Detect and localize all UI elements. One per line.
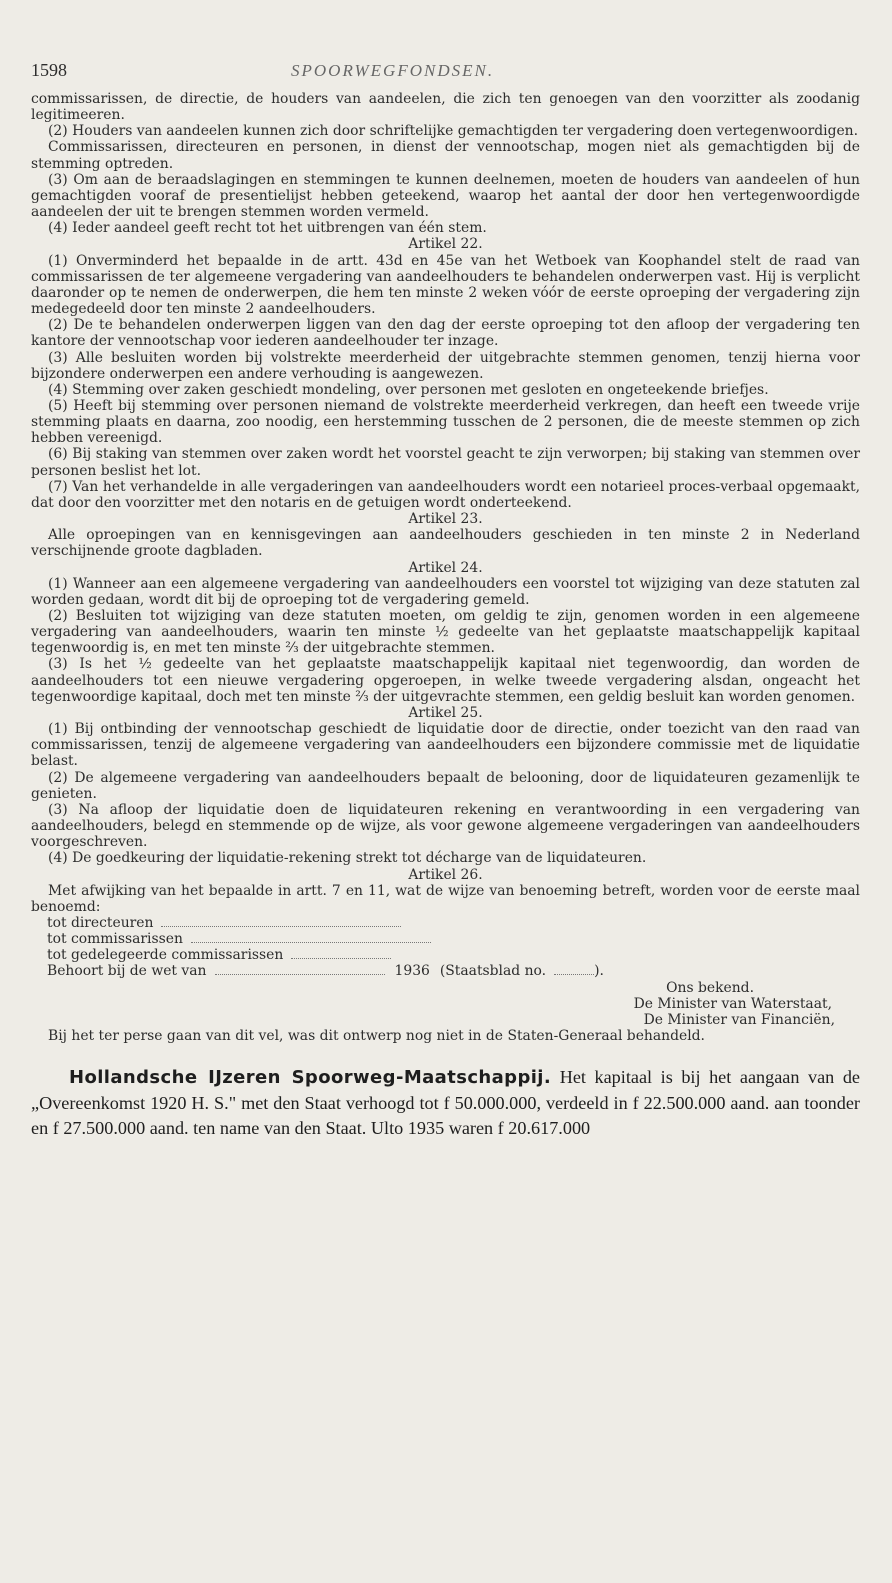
- page-header: [31, 60, 860, 90]
- paragraph: (7) Van het verhandelde in alle vergaderingen van aandeelhouders wordt een notarieel proces-verbaal opgemaakt, dat door den voorzitter met den notaris en de getuigen wordt onderteekend.: [31, 478, 860, 511]
- signature-minister-waterstaat: De Minister van Waterstaat,: [633, 995, 832, 1012]
- paragraph: Met afwijking van het bepaalde in artt. 7 en 11, wat de wijze van benoeming betreft, worden voor de eerste maal benoemd:: [31, 882, 860, 915]
- paragraph: commissarissen, de directie, de houders van aandeelen, die zich ten genoegen van den voorzitter als zoodanig legitimeeren.: [31, 91, 860, 124]
- page-number: 1598: [31, 60, 67, 80]
- paragraph: (2) De algemeene vergadering van aandeelhouders bepaalt de belooning, door de liquidateuren gezamenlijk te genieten.: [31, 769, 860, 802]
- appointment-line: tot gedelegeerde commissarissen: [31, 947, 860, 963]
- paragraph: (2) Besluiten tot wijziging van deze statuten moeten, om geldig te zijn, genomen worden in een algemeene vergadering van aandeelhouders, waarin ten minste ½ gedeelte van het geplaatste maatschappelijk kapitaal tegenwoordig is, en met ten minste ⅔ der uitgebrachte stemmen.: [31, 608, 860, 657]
- paragraph-list: [31, 91, 860, 915]
- paragraph: Alle oproepingen van en kennisgevingen aan aandeelhouders geschieden in ten minste 2 in Nederland verschijnende groote dagbladen.: [31, 527, 860, 560]
- article-heading: Artikel 23.: [408, 511, 483, 528]
- paragraph: (4) De goedkeuring der liquidatie-rekening strekt tot décharge van de liquidateuren.: [48, 850, 647, 867]
- paragraph: (2) Houders van aandeelen kunnen zich door schriftelijke gemachtigden ter vergadering doen vertegenwoordigen.: [48, 123, 859, 140]
- paragraph: (3) Alle besluiten worden bij volstrekte meerderheid der uitgebrachte stemmen genomen, tenzij hierna voor bijzondere onderwerpen een andere verhouding is aangewezen.: [31, 349, 860, 382]
- paragraph: (3) Is het ½ gedeelte van het geplaatste maatschappelijk kapitaal niet tegenwoordig, dan worden de aandeelhouders tot een nieuwe vergadering opgeroepen, in welke tweede vergadering alsdan, ongeacht het tegenwoordige kapitaal, doch met ten minste ⅔ der uitgevrachte stemmen, een geldig besluit kan worden genomen.: [31, 656, 860, 705]
- signature-ons-bekend: Ons bekend.: [666, 979, 754, 996]
- article-heading: Artikel 26.: [408, 866, 483, 883]
- paragraph: Commissarissen, directeuren en personen, in dienst der vennootschap, mogen niet als gemachtigden bij de stemming optreden.: [31, 139, 860, 172]
- company-text: Het kapitaal is bij het aangaan van de „Overeenkomst 1920 H. S." met den Staat verhoogd tot f 50.000.000, verdeeld in f 22.500.000 aand. aan toonder en f 27.500.000 aand. ten name van den Staat. Ulto 1935 waren f 20.617.000: [31, 1067, 860, 1138]
- article-heading: Artikel 24.: [408, 559, 483, 576]
- article-heading: Artikel 25.: [408, 704, 483, 721]
- article-heading: Artikel 22.: [408, 236, 483, 253]
- signature-block: [31, 980, 860, 1028]
- paragraph: (4) Ieder aandeel geeft recht tot het uitbrengen van één stem.: [48, 220, 487, 237]
- paragraph: (5) Heeft bij stemming over personen niemand de volstrekte meerderheid verkregen, dan heeft een tweede vrije stemming plaats en daarna, zoo noodig, een herstemming tusschen de 2 personen, die de meeste stemmen op zich hebben vereenigd.: [31, 397, 860, 447]
- appointment-line: tot commissarissen: [31, 931, 860, 947]
- signature-minister-financien: De Minister van Financiën,: [643, 1011, 835, 1028]
- running-head: SPOORWEGFONDSEN.: [291, 61, 495, 80]
- closing-note: Bij het ter perse gaan van dit vel, was dit ontwerp nog niet in de Staten-Generaal behandeld.: [48, 1028, 705, 1045]
- paragraph: (3) Om aan de beraadslagingen en stemmingen te kunnen deelnemen, moeten de houders van aandeelen of hun gemachtigden vooraf de presentielijst hebben geteekend, waarop het aantal der door hen vertegenwoordigde aandeelen der uit te brengen stemmen worden vermeld.: [31, 171, 860, 221]
- document-body: [31, 91, 860, 1044]
- law-line: Behoort bij de wet van 1936 (Staatsblad no. ).: [47, 963, 604, 980]
- appointment-list: [31, 915, 860, 963]
- paragraph: (1) Bij ontbinding der vennootschap geschiedt de liquidatie door de directie, onder toezicht van den raad van commissarissen, tenzij de algemeene vergadering van aandeelhouders een bijzondere commissie met de liquidatie belast.: [31, 721, 860, 770]
- paragraph: (4) Stemming over zaken geschiedt mondeling, over personen met gesloten en ongeteekende briefjes.: [48, 381, 769, 398]
- appointment-line: tot directeuren: [31, 915, 860, 931]
- paragraph: (6) Bij staking van stemmen over zaken wordt het voorstel geacht te zijn verworpen; bij staking van stemmen over personen beslist het lot.: [31, 446, 860, 479]
- company-section: [31, 1065, 860, 1140]
- paragraph: (2) De te behandelen onderwerpen liggen van den dag der eerste oproeping tot den afloop der vergadering ten kantore der vennootschap voor iederen aandeelhouder ter inzage.: [31, 317, 860, 350]
- paragraph: (1) Onverminderd het bepaalde in de artt. 43d en 45e van het Wetboek van Koophandel stelt de raad van commissarissen de ter algemeene vergadering van aandeelhouders te behandelen onderwerpen vast. Hij is verplicht daaronder op te nemen de onderwerpen, die hem ten minste 2 weken vóór de eerste oproeping der vergadering zijn medegedeeld door ten minste 2 aandeelhouders.: [31, 252, 860, 318]
- paragraph: (3) Na afloop der liquidatie doen de liquidateuren rekening en verantwoording in een vergadering van aandeelhouders, belegd en stemmende op de wijze, als voor gewone algemeene vergaderingen van aandeelhouders voorgeschreven.: [31, 801, 860, 851]
- company-name: Hollandsche IJzeren Spoorweg-Maatschappij.: [69, 1067, 552, 1089]
- paragraph: (1) Wanneer aan een algemeene vergadering van aandeelhouders een voorstel tot wijziging van deze statuten zal worden gedaan, wordt dit bij de oproeping tot de vergadering gemeld.: [31, 575, 860, 608]
